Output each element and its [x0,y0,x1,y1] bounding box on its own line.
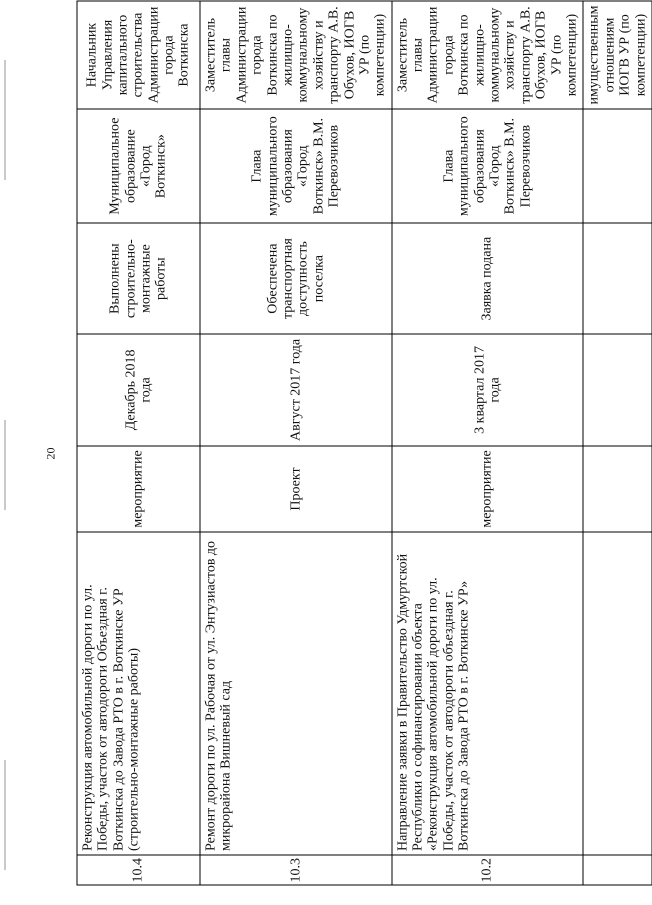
row-type: мероприятие [391,445,583,531]
table-row [77,1,200,885]
row-responsible: Глава муниципального образования «Город Воткинск» В.М. Перевозчиков [200,109,392,223]
row-result: Выполнены строительно-монтажные работы [77,223,200,334]
row-deadline: Август 2017 года [200,334,392,446]
row-description: Реконструкция автомобильной дороги по ул. Победы, участок от автодороги Объездная г. Воткинска до Завода РТО в г. Воткинске УР (строительно-монтажные работы) [77,532,200,855]
row-result [583,223,652,334]
row-type: мероприятие [77,445,200,531]
row-official: Заместитель главы Администрации города Воткинска по жилищно-коммунальному хозяйству и транспорту А.В. Обухов, ИОГВ УР (по компетенции) [391,1,583,109]
row-responsible: Глава муниципального образования «Город Воткинск» В.М. Перевозчиков [391,109,583,223]
row-number: 10.4 [77,855,200,885]
row-responsible: Муниципальное образование «Город Воткинск» [77,109,200,223]
row-deadline: 3 квартал 2017 года [391,334,583,446]
page-number: 20 [43,447,58,460]
row-description [583,532,652,855]
row-official: имущественным отношениям ИОГВ УР (по компетенции) [583,1,652,109]
row-result: Обеспечена транспортная доступность поселка [200,223,392,334]
table-row [391,1,583,885]
row-result: Заявка подана [391,223,583,334]
plan-table [76,0,652,885]
row-official: Начальник Управления капитального строительства Администрации города Воткинска [77,1,200,109]
row-deadline: Декабрь 2018 года [77,334,200,446]
table-row [583,1,652,885]
row-number: 10.3 [200,855,392,885]
row-official: Заместитель главы Администрации города Воткинска по жилищно-коммунальному хозяйству и транспорту А.В. Обухов, ИОГВ УР (по компетенции) [200,1,392,109]
row-deadline [583,334,652,446]
row-number [583,855,652,885]
row-responsible [583,109,652,223]
row-number: 10.2 [391,855,583,885]
row-type [583,445,652,531]
table-row [200,1,392,885]
row-description: Ремонт дороги по ул. Рабочая от ул. Энтузиастов до микрорайона Вишневый сад [200,532,392,855]
row-description: Направление заявки в Правительство Удмуртской Республики о софинансировании объекта «Реконструкция автомобильной дороги по ул. Победы, участок от автодороги объездная г. Воткинска до Завода РТО в г. Воткинске УР» [391,532,583,855]
row-type: Проект [200,445,392,531]
